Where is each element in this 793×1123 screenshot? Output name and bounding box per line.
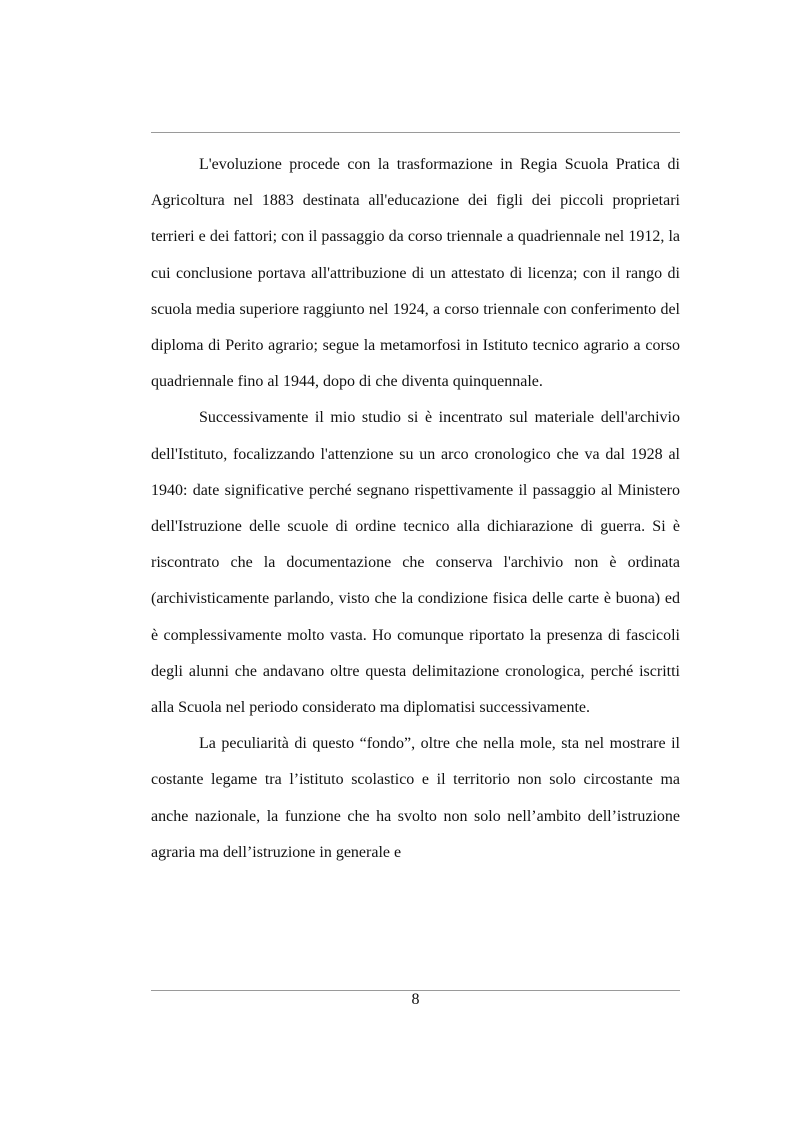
paragraph-archivio: Successivamente il mio studio si è incentrato sul materiale dell'archivio dell'Istituto, focalizzando l'attenzione su un arco cronologico che va dal 1928 al 1940: date significative perché segnano rispettivamente il passaggio al Ministero dell'Istruzione delle scuole di ordine tecnico alla dichiarazione di guerra. Si è riscontrato che la documentazione che conserva l'archivio non è ordinata (archivisticamente parlando, visto che la condizione fisica delle carte è buona) ed è complessivamente molto vasta. Ho comunque riportato la presenza di fascicoli degli alunni che andavano oltre questa delimitazione cronologica, perché iscritti alla Scuola nel periodo considerato ma diplomatisi successivamente.: [151, 409, 680, 717]
header-rule: [151, 132, 680, 133]
body-text: [151, 147, 680, 871]
paragraph-evoluzione: L'evoluzione procede con la trasformazione in Regia Scuola Pratica di Agricoltura nel 1883 destinata all'educazione dei figli dei piccoli proprietari terrieri e dei fattori; con il passaggio da corso triennale a quadriennale nel 1912, la cui conclusione portava all'attribuzione di un attestato di licenza; con il rango di scuola media superiore raggiunto nel 1924, a corso triennale con conferimento del diploma di Perito agrario; segue la metamorfosi in Istituto tecnico agrario a corso quadriennale fino al 1944, dopo di che diventa quinquennale.: [151, 156, 680, 391]
page-number: 8: [411, 991, 420, 1008]
paragraph-fondo: La peculiarità di questo “fondo”, oltre che nella mole, sta nel mostrare il costante legame tra l’istituto scolastico e il territorio non solo circostante ma anche nazionale, la funzione che ha svolto non solo nell’ambito dell’istruzione agraria ma dell’istruzione in generale e: [151, 735, 680, 861]
